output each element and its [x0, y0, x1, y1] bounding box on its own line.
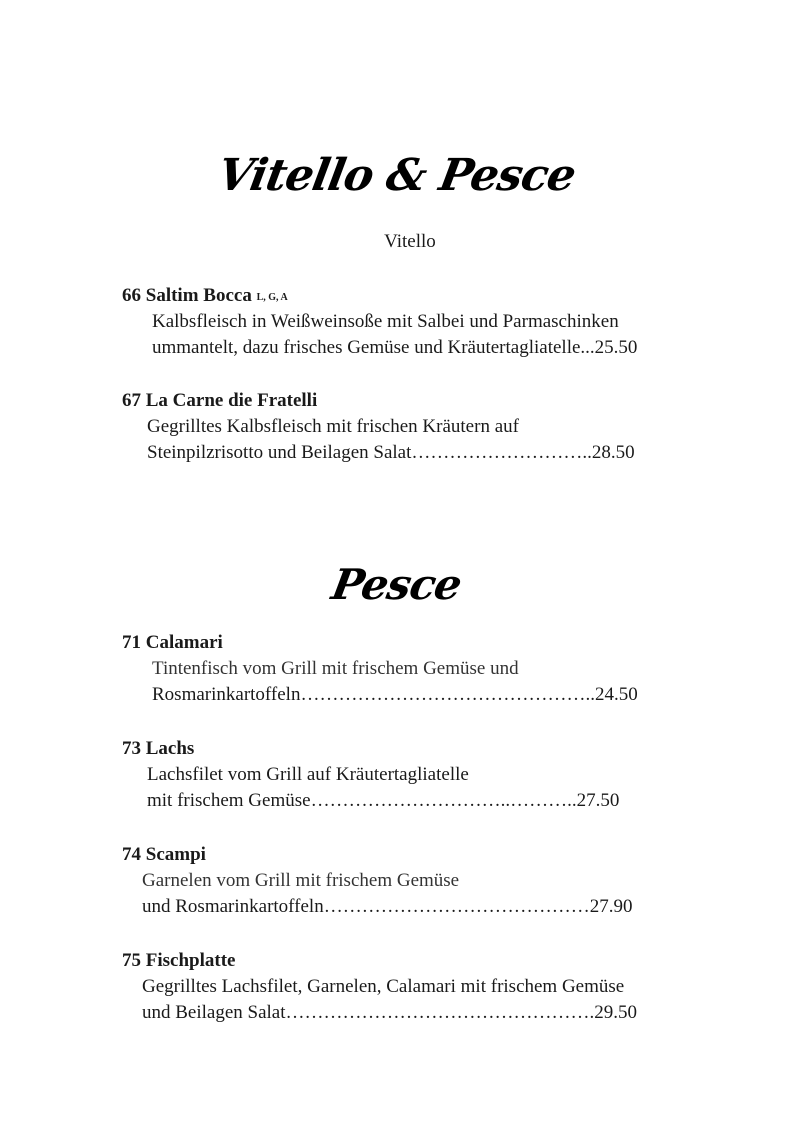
- dish-description-line: ummantelt, dazu frisches Gemüse und Kräutertagliatelle...25.50: [152, 337, 638, 358]
- dish-name: 67 La Carne die Fratelli: [122, 390, 318, 411]
- page-title: Vitello & Pesce: [214, 150, 579, 201]
- dish-description-line: mit frischem Gemüse…………………………..………..27.50: [147, 790, 620, 811]
- dish-name: 71 Calamari: [122, 632, 223, 653]
- dish-description-line: Lachsfilet vom Grill auf Kräutertagliatelle: [147, 764, 469, 785]
- dish-description-line: Gegrilltes Kalbsfleisch mit frischen Kräutern auf: [147, 416, 519, 437]
- dish-description-line: Garnelen vom Grill mit frischem Gemüse: [142, 870, 460, 891]
- dish-description-line: und Beilagen Salat………………………………………….29.50: [142, 1002, 638, 1023]
- dish-description-line: Steinpilzrisotto und Beilagen Salat………………………..28.50: [147, 442, 635, 463]
- dish-description-line: Tintenfisch vom Grill mit frischem Gemüse und: [152, 658, 519, 679]
- dish-description-line: und Rosmarinkartoffeln……………………………………27.90: [142, 896, 633, 917]
- section-subtitle-vitello: Vitello: [384, 231, 436, 252]
- section-title-pesce: Pesce: [328, 560, 465, 609]
- dish-description-line: Gegrilltes Lachsfilet, Garnelen, Calamari mit frischem Gemüse: [142, 976, 625, 997]
- dish-name: 75 Fischplatte: [122, 950, 236, 971]
- dish-description-line: Rosmarinkartoffeln………………………………………..24.50: [152, 684, 638, 705]
- allergen-codes: L, G, A: [256, 292, 288, 303]
- dish-description-line: Kalbsfleisch in Weißweinsoße mit Salbei und Parmaschinken: [152, 311, 619, 332]
- dish-name: 73 Lachs: [122, 738, 195, 759]
- dish-name: [122, 285, 288, 307]
- dish-title: 66 Saltim Bocca: [122, 285, 252, 306]
- dish-name: 74 Scampi: [122, 844, 206, 865]
